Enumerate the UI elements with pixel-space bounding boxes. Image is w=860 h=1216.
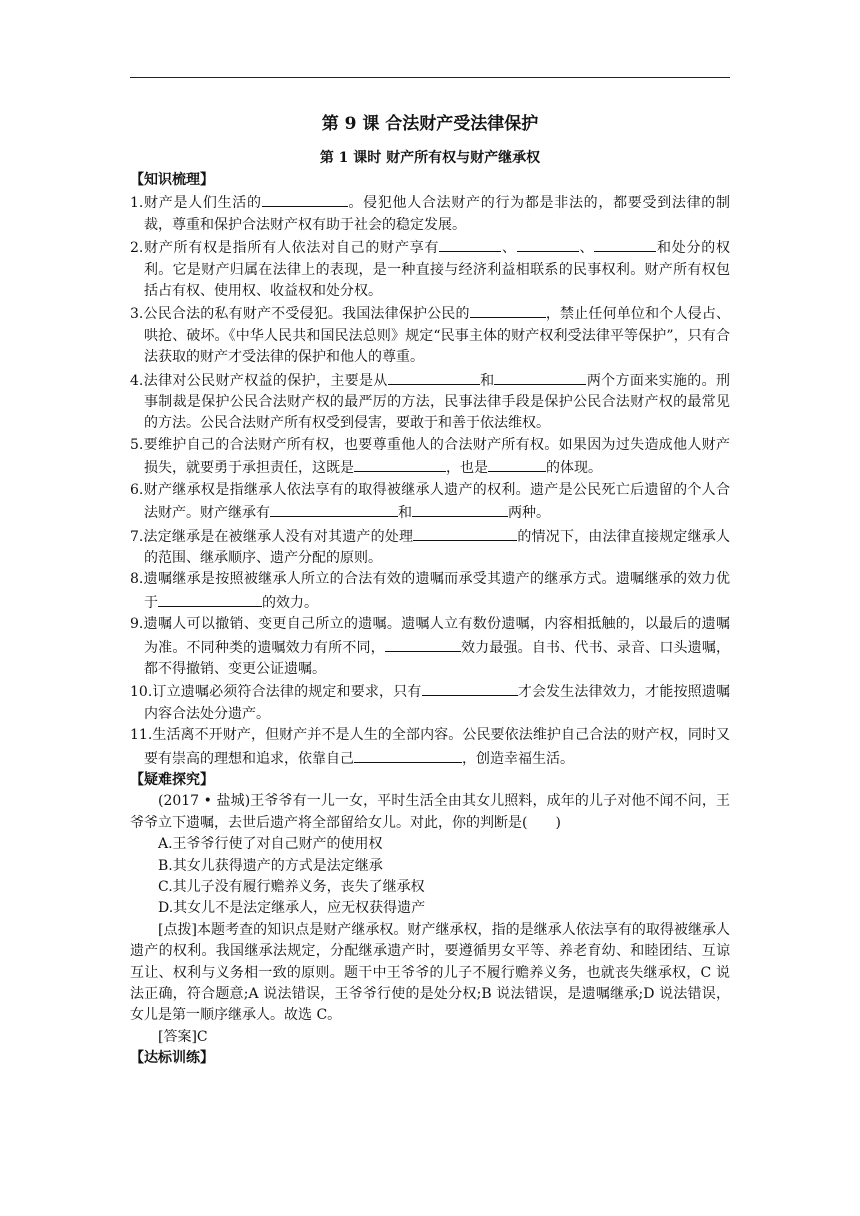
- knowledge-item-4: 4.法律对公民财产权益的保护，主要是从 和 两个方面来实施的。刑事制裁是保护公民合法财产权的最严厉的方法，民事法律手段是保护公民合法财产权的最常见的方法。公民合法财产所有权受到侵害，要敢于和善于依法维权。: [130, 369, 730, 435]
- question-stem: (2017 • 盐城)王爷爷有一儿一女，平时生活全由其女儿照料，成年的儿子对他不闻不问，王爷爷立下遗嘱，去世后遗产将全部留给女儿。对此，你的判断是( ): [130, 793, 730, 831]
- fill-blank: [354, 747, 462, 763]
- option-d: D.其女儿不是法定继承人，应无权获得遗产: [158, 900, 426, 917]
- fill-blank: [594, 236, 656, 252]
- knowledge-item-8: 8.遗嘱继承是按照被继承人所立的合法有效的遗嘱而承受其遗产的继承方式。遗嘱继承的效力优于 的效力。: [130, 571, 730, 611]
- section-practice: 【达标训练】: [130, 1050, 214, 1067]
- fill-blank: [158, 591, 262, 607]
- lesson-subtitle: 第 1 课时 财产所有权与财产继承权: [319, 150, 541, 166]
- option-b: B.其女儿获得遗产的方式是法定继承: [158, 857, 383, 874]
- section-knowledge: 【知识梳理】: [130, 172, 214, 188]
- fill-blank: [412, 501, 508, 517]
- fill-blank: [354, 456, 446, 472]
- document-page: [130, 112, 730, 1070]
- knowledge-item-6: 6.财产继承权是指继承人依法享有的取得被继承人遗产的权利。遗产是公民死亡后遗留的个人合法财产。财产继承有 和 两种。: [130, 481, 730, 522]
- knowledge-item-7: 7.法定继承是在被继承人没有对其遗产的处理 的情况下，由法律直接规定继承人的范围、继承顺序、遗产分配的原则。: [130, 525, 730, 570]
- question-answer: [答案]C: [158, 1028, 208, 1045]
- knowledge-item-9: 9.遗嘱人可以撤销、变更自己所立的遗嘱。遗嘱人立有数份遗嘱，内容相抵触的，以最后的遗嘱为准。不同种类的遗嘱效力有所不同， 效力最强。自书、代书、录音、口头遗嘱，都不得撤销、变更公证遗嘱。: [130, 616, 731, 677]
- fill-blank: [517, 236, 579, 252]
- fill-blank: [494, 369, 586, 385]
- knowledge-item-3: 3.公民合法的私有财产不受侵犯。我国法律保护公民的 ，禁止任何单位和个人侵占、哄抢、破坏。《中华人民共和国民法总则》规定“民事主体的财产权利受法律平等保护”，只有合法获取的财产才受法律的保护和他人的尊重。: [130, 302, 730, 368]
- fill-blank: [422, 680, 518, 696]
- lesson-title: 第 9 课 合法财产受法律保护: [321, 114, 539, 134]
- knowledge-item-10: 10.订立遗嘱必须符合法律的规定和要求，只有 才会发生法律效力，才能按照遗嘱内容合法处分遗产。: [130, 680, 730, 725]
- option-c: C.其儿子没有履行赡养义务，丧失了继承权: [158, 879, 425, 895]
- option-a: A.王爷爷行使了对自己财产的使用权: [158, 836, 383, 853]
- question-hint: [点拨]本题考查的知识点是财产继承权。财产继承权，指的是继承人依法享有的取得被继承人遗产的权利。我国继承法规定，分配继承遗产时，要遵循男女平等、养老育幼、和睦团结、互谅互让、权利与义务相一致的原则。题干中王爷爷的儿子不履行赡养义务，也就丧失继承权，C 说法正确，符合题意;A 说法错误，王爷爷行使的是处分权;B 说法错误，是遗嘱继承;D 说法错误，女儿是第一顺序继承人。故选 C。: [130, 921, 730, 1024]
- knowledge-item-1: 1.财产是人们生活的 。侵犯他人合法财产的行为都是非法的，都要受到法律的制裁，尊重和保护合法财产权有助于社会的稳定发展。: [130, 191, 730, 236]
- fill-blank: [470, 302, 546, 318]
- fill-blank: [388, 369, 480, 385]
- knowledge-item-5: 5.要维护自己的合法财产所有权，也要尊重他人的合法财产所有权。如果因为过失造成他人财产损失，就要勇于承担责任，这既是 ，也是 的体现。: [130, 436, 730, 477]
- knowledge-item-11: 11.生活离不开财产，但财产并不是人生的全部内容。公民要依法维护自己合法的财产权，同时又要有崇高的理想和追求，依靠自己 ，创造幸福生活。: [130, 727, 730, 767]
- knowledge-item-2: 2.财产所有权是指所有人依法对自己的财产享有 、 、 和处分的权利。它是财产归属在法律上的表现，是一种直接与经济利益相联系的民事权利。财产所有权包括占有权、使用权、收益权和处分权。: [130, 236, 730, 302]
- fill-blank: [270, 501, 398, 517]
- fill-blank: [262, 191, 348, 207]
- fill-blank: [413, 525, 517, 541]
- fill-blank: [488, 456, 546, 472]
- fill-blank: [439, 236, 501, 252]
- fill-blank: [385, 636, 461, 652]
- header-rule: [130, 77, 730, 78]
- section-explore: 【疑难探究】: [130, 771, 214, 788]
